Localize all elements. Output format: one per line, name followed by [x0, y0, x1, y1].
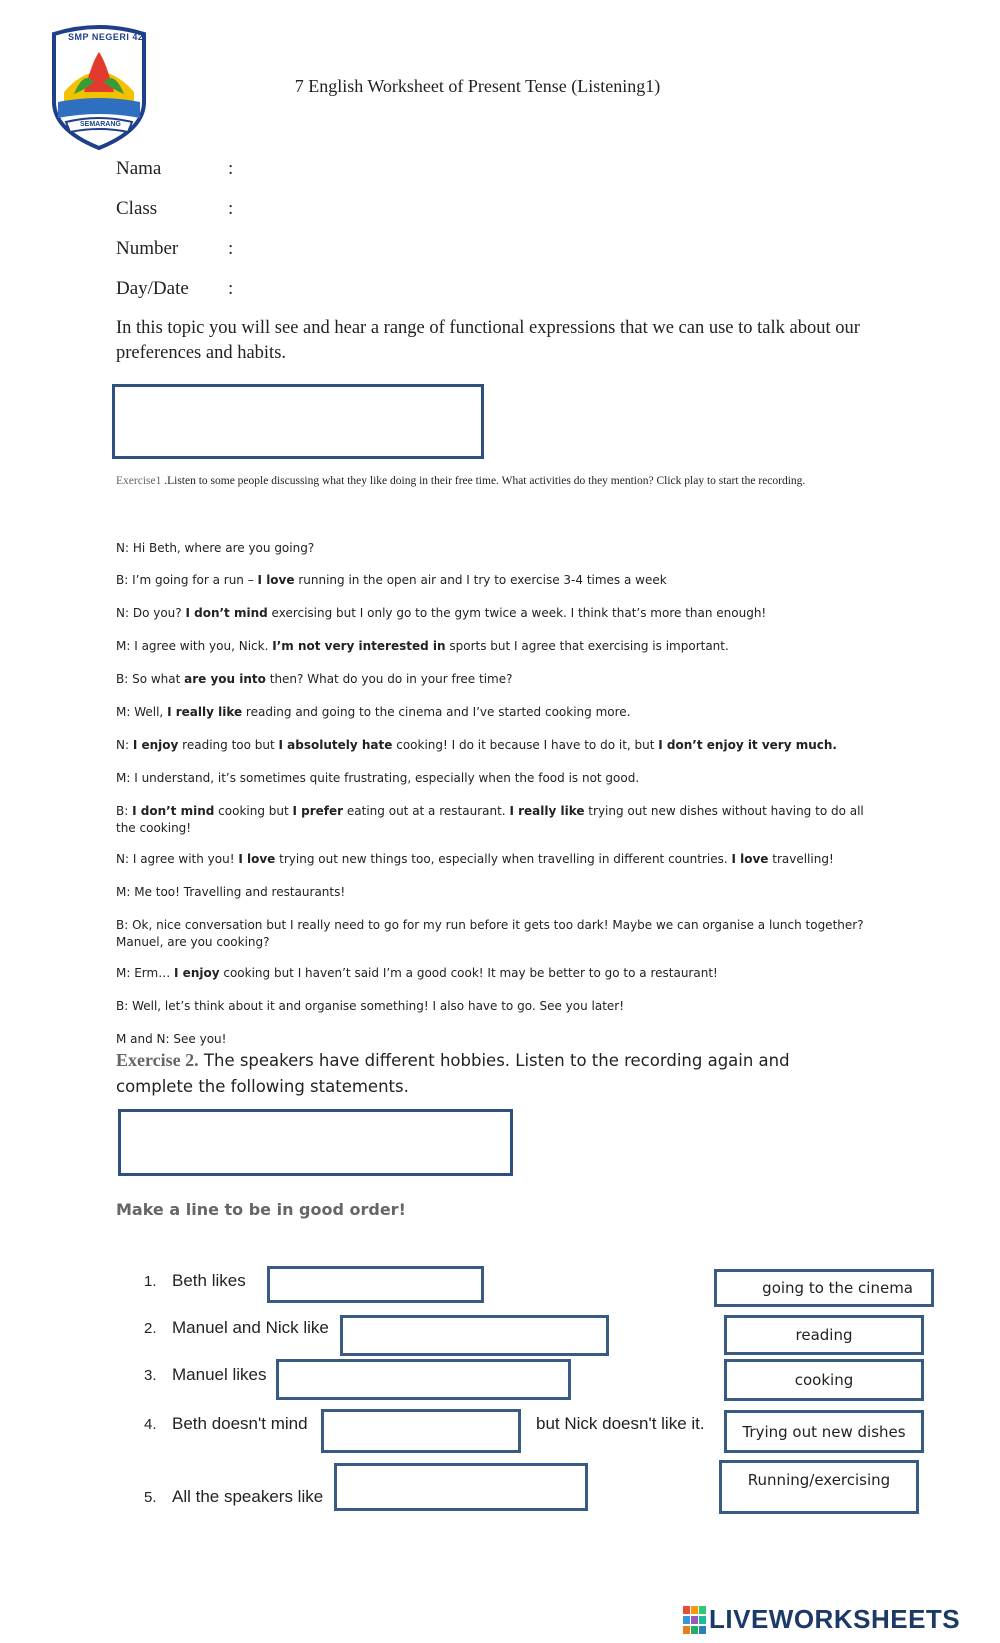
exercise2-text: The speakers have different hobbies. Listen to the recording again and complete the following statements. [116, 1051, 790, 1096]
answer-box-5[interactable] [334, 1463, 588, 1511]
dialogue-text: M: I agree with you, Nick. [116, 639, 273, 653]
option-2-label: reading [795, 1326, 853, 1344]
field-name-colon: : [228, 158, 234, 179]
dialogue-text: B: So what [116, 672, 185, 686]
dialogue-text: B: I’m going for a run – [116, 573, 258, 587]
option-reading[interactable] [724, 1315, 924, 1355]
dialogue-text: travelling! [768, 852, 834, 866]
dialogue-expression: are you into [184, 672, 266, 686]
field-class-colon: : [228, 198, 234, 219]
dialogue-line [116, 540, 886, 557]
question-4-text: Beth doesn't mind [172, 1414, 308, 1433]
question-2-number: 2. [144, 1320, 157, 1337]
dialogue-expression: I really like [509, 804, 585, 818]
dialogue-text: N: I agree with you! [116, 852, 239, 866]
dialogue-line [116, 704, 886, 721]
field-number-colon: : [228, 238, 234, 259]
dialogue-text: cooking but [214, 804, 293, 818]
intro-paragraph: In this topic you will see and hear a range of functional expressions that we can use to talk about our preferences and habits. [116, 318, 860, 363]
answer-box-1[interactable] [267, 1266, 484, 1303]
exercise1-text: .Listen to some people discussing what they like doing in their free time. What activities do they mention? Click play to start the recording. [161, 475, 806, 487]
dialogue-expression: I’m not very interested in [272, 639, 446, 653]
option-4-label: Trying out new dishes [742, 1422, 906, 1441]
option-running-exercising[interactable] [719, 1460, 919, 1514]
question-2-text: Manuel and Nick like [172, 1318, 329, 1337]
exercise2-instructions [116, 1047, 871, 1100]
question-5-text: All the speakers like [172, 1487, 324, 1506]
dialogue-text: N: [116, 738, 133, 752]
question-1-text: Beth likes [172, 1271, 246, 1290]
field-class-label: Class [116, 198, 158, 219]
brand-text: LIVEWORKSHEETS [709, 1604, 961, 1634]
field-date-colon: : [228, 278, 234, 299]
dialogue-expression: I don’t mind [185, 606, 268, 620]
dialogue-expression: I absolutely hate [278, 738, 393, 752]
question-3-number: 3. [144, 1367, 157, 1384]
dialogue-expression: I don’t mind [132, 804, 215, 818]
dialogue [116, 0, 896, 1046]
dialogue-text: B: [116, 804, 133, 818]
dialogue-text: cooking! I do it because I have to do it, but [392, 738, 659, 752]
question-5-number: 5. [144, 1489, 157, 1506]
dialogue-text: B: Well, let’s think about it and organise something! I also have to go. See you later! [116, 999, 625, 1013]
dialogue-text: N: Hi Beth, where are you going? [116, 541, 315, 555]
dialogue-text: reading and going to the cinema and I’ve started cooking more. [242, 705, 631, 719]
exercise1-label: Exercise1 [116, 475, 162, 487]
dialogue-line [116, 572, 886, 589]
option-5-label: Running/exercising [747, 1471, 891, 1489]
question-4-suffix: but Nick doesn't like it. [536, 1414, 705, 1433]
option-trying-new-dishes[interactable] [724, 1410, 924, 1453]
option-1-label: going to the cinema [762, 1279, 913, 1297]
dialogue-text: then? What do you do in your free time? [265, 672, 513, 686]
question-4-number: 4. [144, 1416, 157, 1433]
field-number-label: Number [116, 238, 179, 259]
dialogue-text: M and N: See you! [116, 1032, 227, 1046]
dialogue-text: M: Erm… [116, 966, 175, 980]
dialogue-text: eating out at a restaurant. [343, 804, 510, 818]
dialogue-line [116, 917, 886, 951]
logo-top-text: SMP NEGERI 42 [68, 32, 144, 42]
liveworksheets-logo [683, 1604, 983, 1636]
dialogue-text: M: Me too! Travelling and restaurants! [116, 885, 346, 899]
dialogue-expression: I enjoy [174, 966, 220, 980]
dialogue-line [116, 638, 886, 655]
dialogue-text: trying out new dishes without having to do all the cooking! [116, 804, 864, 835]
dialogue-text: trying out new things too, especially when travelling in different countries. [275, 852, 732, 866]
option-cooking[interactable] [724, 1359, 924, 1401]
dialogue-expression: I love [257, 573, 295, 587]
dialogue-expression: I really like [167, 705, 243, 719]
dialogue-line [116, 998, 886, 1015]
dialogue-expression: I don’t enjoy it very much. [658, 738, 837, 752]
dialogue-text: M: I understand, it’s sometimes quite frustrating, especially when the food is not good. [116, 771, 640, 785]
logo-bottom-text: SEMARANG [80, 121, 121, 128]
answer-box-2[interactable] [340, 1315, 609, 1356]
dialogue-text: running in the open air and I try to exercise 3-4 times a week [294, 573, 667, 587]
dialogue-line [116, 770, 886, 787]
dialogue-text: M: Well, [116, 705, 168, 719]
dialogue-text: cooking but I haven’t said I’m a good cook! It may be better to go to a restaurant! [219, 966, 718, 980]
dialogue-line [116, 851, 886, 868]
page-title: 7 English Worksheet of Present Tense (Listening1) [294, 76, 661, 96]
dialogue-expression: I love [731, 852, 769, 866]
dialogue-line [116, 737, 886, 754]
field-name-label: Nama [116, 158, 162, 179]
dialogue-line [116, 1031, 886, 1048]
matching-instruction: Make a line to be in good order! [116, 1200, 406, 1219]
option-going-to-cinema[interactable] [714, 1269, 934, 1307]
answer-box-4[interactable] [321, 1409, 521, 1453]
dialogue-line [116, 965, 886, 982]
option-3-label: cooking [794, 1371, 854, 1389]
dialogue-line [116, 884, 886, 901]
audio-player-2[interactable] [118, 1109, 513, 1176]
question-3-text: Manuel likes [172, 1365, 267, 1384]
dialogue-expression: I enjoy [132, 738, 179, 752]
dialogue-text: reading too but [178, 738, 279, 752]
question-1-number: 1. [144, 1273, 157, 1290]
liveworksheets-grid-icon [683, 1606, 707, 1634]
dialogue-expression: I love [238, 852, 276, 866]
field-date-label: Day/Date [116, 278, 189, 299]
dialogue-line [116, 605, 886, 622]
dialogue-text: B: Ok, nice conversation but I really need to go for my run before it gets too dark! Maybe we can organise a lunch together? Manuel, are you cooking? [116, 918, 864, 949]
dialogue-line [116, 671, 886, 688]
dialogue-expression: I prefer [292, 804, 344, 818]
answer-box-3[interactable] [276, 1359, 571, 1400]
dialogue-text: exercising but I only go to the gym twice a week. I think that’s more than enough! [267, 606, 767, 620]
exercise2-label: Exercise 2. [116, 1050, 199, 1070]
dialogue-text: sports but I agree that exercising is important. [445, 639, 729, 653]
dialogue-line [116, 803, 886, 837]
dialogue-text: N: Do you? [116, 606, 186, 620]
